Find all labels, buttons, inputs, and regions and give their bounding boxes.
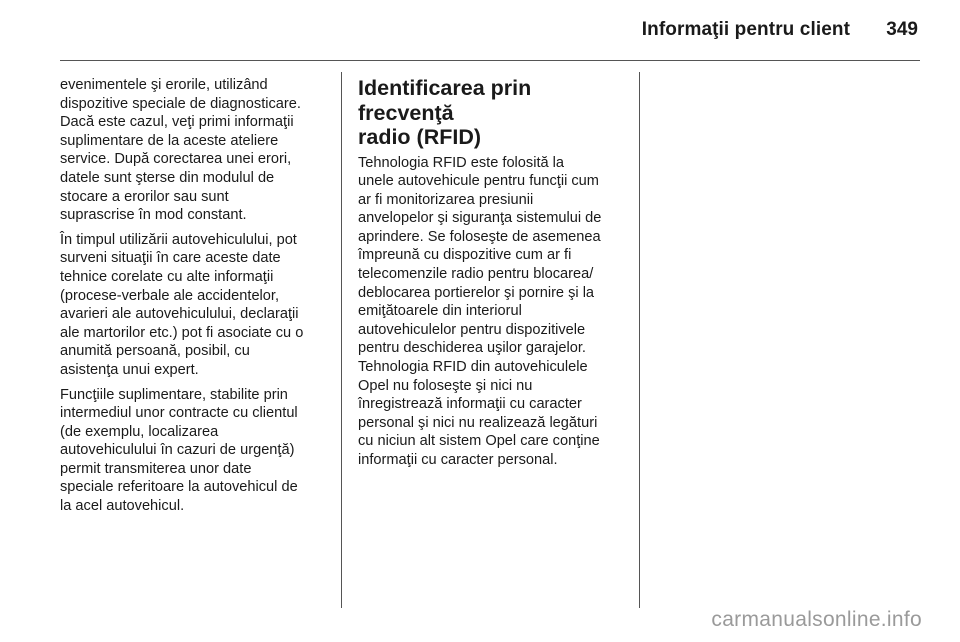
page-number: 349 (886, 19, 918, 40)
page-title: Informaţii pentru client (641, 19, 850, 40)
middle-column (358, 76, 630, 476)
body-paragraph: În timpul utilizării autovehiculului, pot surveni situaţii în care aceste date tehnice corelate cu alte informaţii (procese-verbale ale accidentelor, avarieri ale autovehiculului, declaraţii ale martorilor etc.) pot fi asociate cu o anumită persoană, posibil, cu asistenţa unui expert. (60, 231, 304, 378)
header-divider (60, 60, 920, 61)
body-paragraph: Tehnologia RFID este folosită la unele autovehicule pentru funcţii cum ar fi monitorizarea presiunii anvelopelor şi siguranţa sistemului de aprindere. Se foloseşte de asemenea împreună cu dispozitive cum ar fi telecomenzile radio pentru blocarea/ deblocarea portierelor şi pornire şi la emiţătoarele din interiorul autovehiculelor pentru dispozitivele pentru deschiderea uşilor garajelor. Tehnologia RFID din autovehiculele Opel nu foloseşte şi nici nu înregistrează informaţii cu caracter personal şi nici nu realizează legături cu niciun alt sistem Opel care conţine informaţii cu caracter personal. (358, 154, 602, 468)
watermark: carmanualsonline.info (711, 608, 922, 631)
page-header (0, 0, 960, 62)
left-column (60, 76, 332, 522)
body-paragraph: Funcţiile suplimentare, stabilite prin intermediul unor contracte cu clientul (de exemplu, localizarea autovehiculului în cazuri de urgenţă) permit transmiterea unor date speciale referitoare la autovehicul de la acel autovehicul. (60, 386, 298, 515)
body-paragraph: evenimentele şi erorile, utilizând dispozitive speciale de diagnosticare. Dacă este cazul, veţi primi informaţii suplimentare de la aceste ateliere service. După corectarea unei erori, datele sunt şterse din modulul de stocare a erorilor sau sunt suprascrise în mod constant. (60, 77, 301, 224)
column-divider-left (341, 72, 342, 608)
column-divider-right (639, 72, 640, 608)
section-heading: Identificarea prin frecvenţă radio (RFID) (358, 76, 532, 149)
